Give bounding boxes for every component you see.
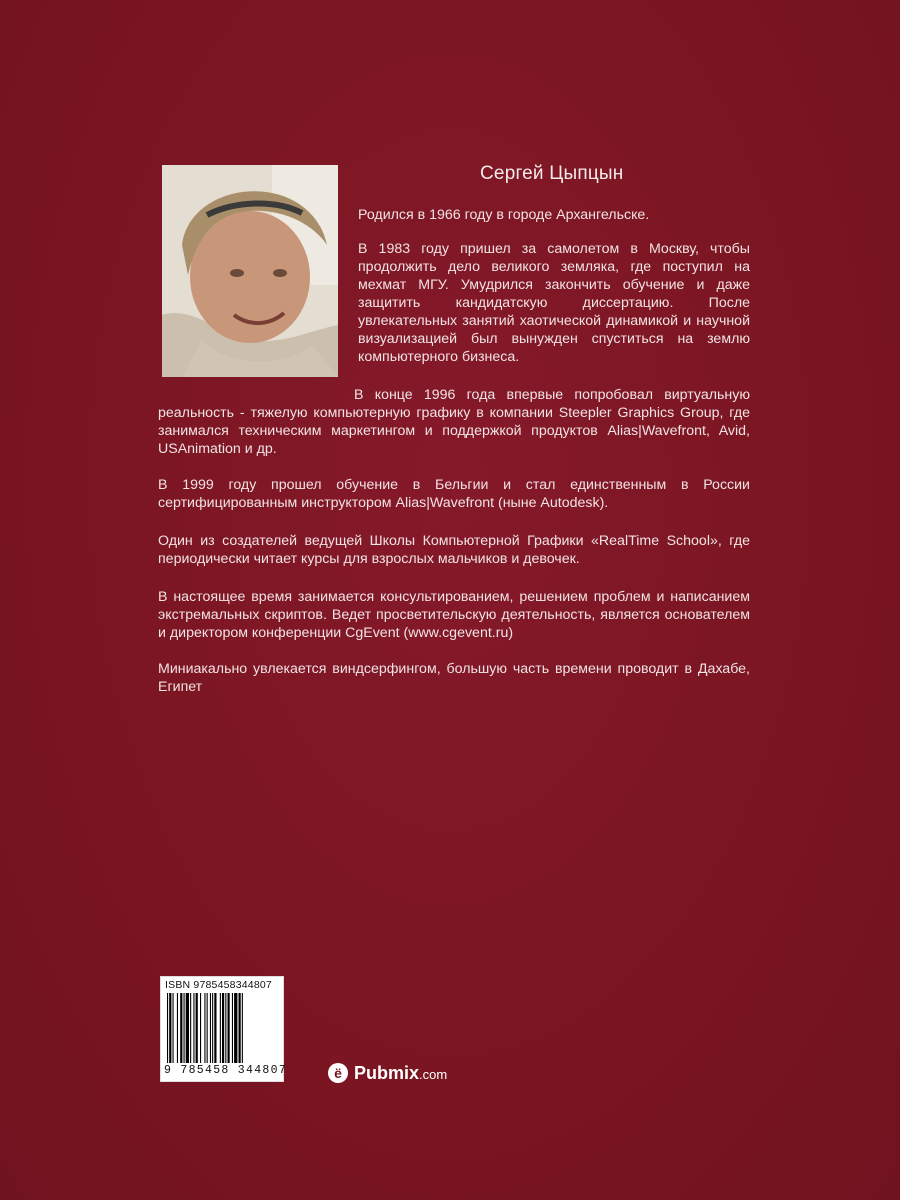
barcode-bar [220,993,221,1063]
barcode-bar [228,993,230,1063]
barcode-bar [180,993,182,1063]
bio-paragraph-current: В настоящее время занимается консультированием, решением проблем и написанием экстремальных скриптов. Ведет просветительскую деятельность, является основателем и директором конференции CgEvent (www.cgevent.ru) [158,589,750,641]
barcode-bar [239,993,241,1063]
isbn-label: ISBN 9785458344807 [165,979,272,991]
bio-paragraph-birth: Родился в 1966 году в городе Архангельске. [358,207,650,223]
pubmix-icon: ё [328,1063,348,1083]
barcode-bar [212,993,213,1063]
barcode-bar [184,993,185,1063]
barcode-bar [234,993,237,1063]
barcode-bar [190,993,191,1063]
barcode-digits: 9 785458 344807 [164,1064,288,1077]
barcode-bar [222,993,224,1063]
barcode-bar [204,993,205,1063]
barcode-bar [196,993,198,1063]
barcode-bars [167,993,277,1063]
bio-paragraph-vr-text: В конце 1996 года впервые попробовал виртуальную реальность - тяжелую компьютерную графику в компании Steepler Graphics Group, где занимался техническим маркетингом и поддержкой продуктов Alias|Wavefront, Avid, USAnimation и др. [158,387,750,457]
barcode-bar [193,993,194,1063]
bio-paragraph-certification: В 1999 году прошел обучение в Бельгии и стал единственным в России сертифицированным инструктором Alias|Wavefront (ныне Autodesk). [158,477,750,511]
barcode-bar [207,993,208,1063]
barcode-bar [200,993,201,1063]
barcode-bar [177,993,178,1063]
barcode-bar [232,993,233,1063]
author-name: Сергей Цыпцын [480,163,624,184]
barcode-bar [214,993,216,1063]
barcode-bar [210,993,211,1063]
bio-paragraph-vr [158,386,750,458]
barcode-bar [242,993,243,1063]
publisher-domain: .com [419,1067,448,1082]
bio-paragraph-education: В 1983 году пришел за самолетом в Москву, чтобы продолжить дело великого земляка, где поступил на мехмат МГУ. Умудрился закончить обучение и даже защитить кандидатскую диссертацию. После увлекательных занятий хаотической динамикой и научной визуализацией был вынужден спуститься на землю компьютерного бизнеса. [358,241,750,365]
publisher-name: Pubmix [354,1062,420,1083]
barcode-bar [167,993,168,1063]
author-photo [162,165,338,377]
barcode-bar [173,993,174,1063]
publisher-logo [328,1060,447,1086]
bio-paragraph-hobby: Миниакально увлекается виндсерфингом, большую часть времени проводит в Дахабе, Египет [158,661,750,695]
bio-paragraph-school: Один из создателей ведущей Школы Компьютерной Графики «RealTime School», где периодически читает курсы для взрослых мальчиков и девочек. [158,533,750,567]
barcode-bar [186,993,189,1063]
barcode-bar [225,993,226,1063]
barcode-bar [169,993,171,1063]
isbn-barcode [160,976,288,1082]
